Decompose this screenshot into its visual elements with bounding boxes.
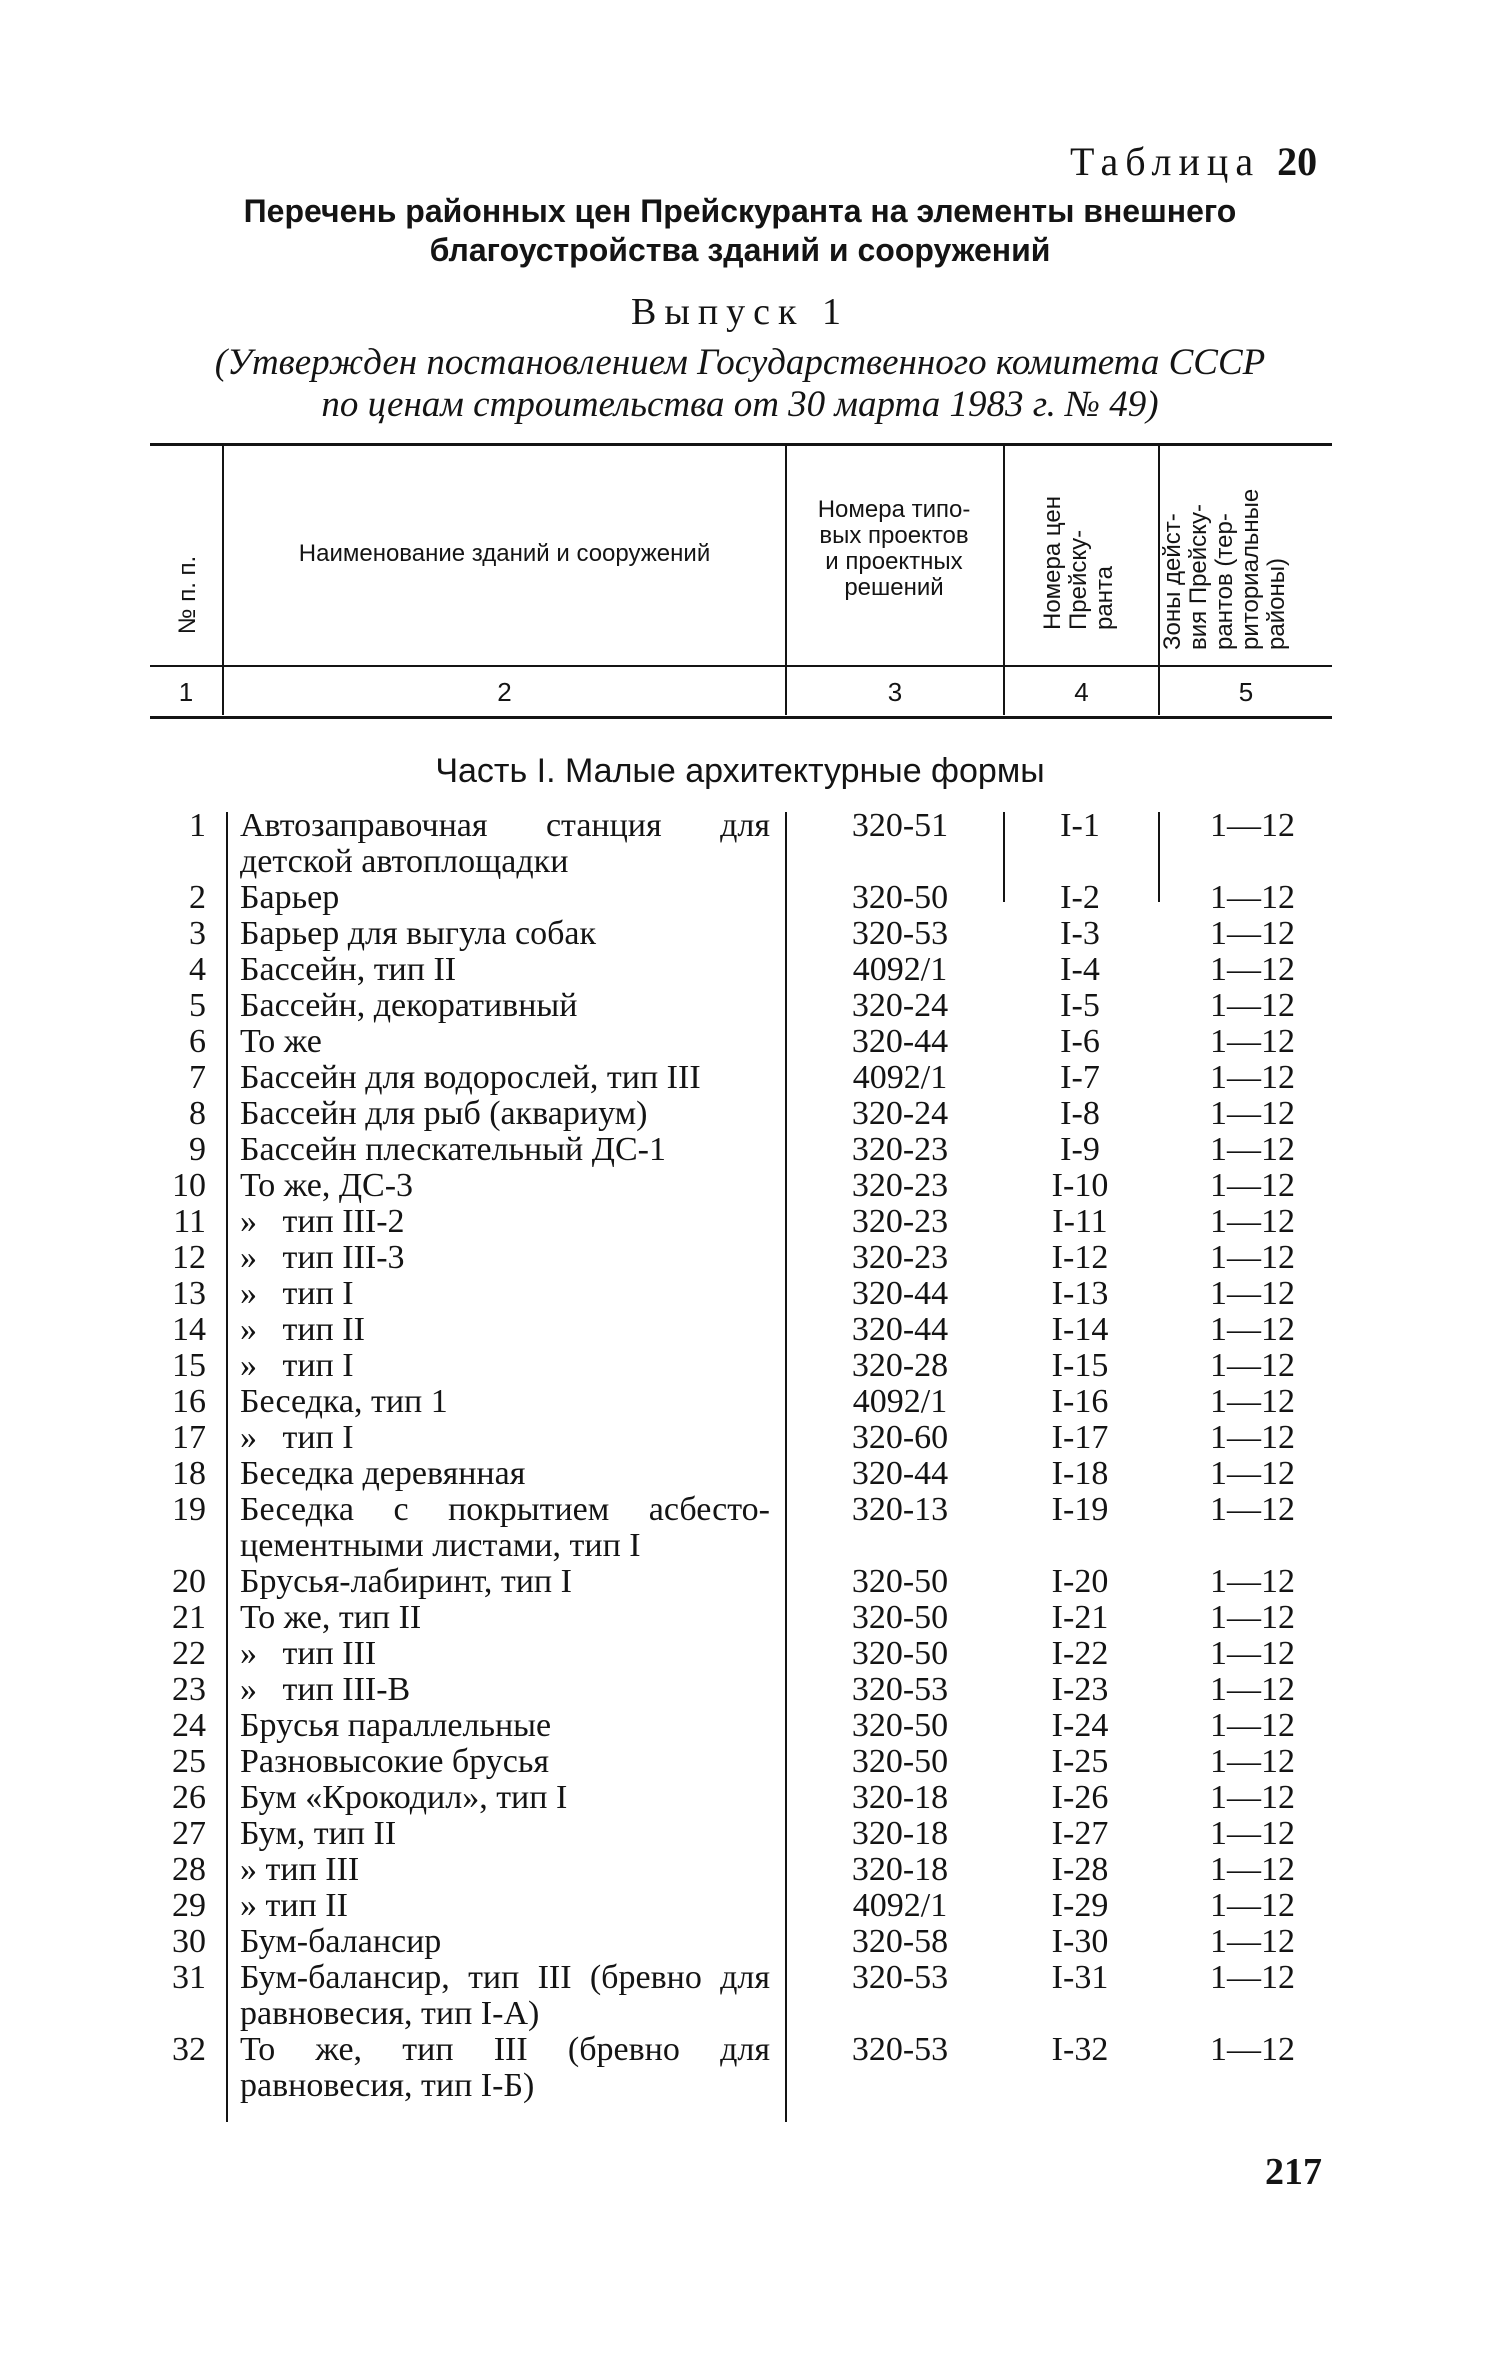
row-price-number: I-23 [1051,1671,1109,1708]
row-name: Автозаправочная станция для детской автоплощадки [240,807,779,880]
row-number: 26 [172,1779,206,1816]
row-price-number: I-16 [1051,1383,1109,1420]
row-zones: 1—12 [1210,879,1295,916]
row-zones: 1—12 [1210,1383,1295,1420]
row-zones: 1—12 [1210,987,1295,1024]
table-row [0,1960,1510,2032]
table-row [0,1780,1510,1816]
row-price-number: I-19 [1051,1491,1109,1528]
table-row [0,1384,1510,1420]
section-title: Часть I. Малые архитектурные формы [435,752,1045,790]
table-row [0,988,1510,1024]
header-col-2-label: Наименование зданий и сооружений [298,540,711,567]
row-name: Беседка с покрытием асбесто-цементными листами, тип I [240,1491,770,1564]
row-zones: 1—12 [1210,1563,1295,1600]
approval-note-line-2: по ценам строительства от 30 марта 1983 г. № 49) [321,384,1159,425]
row-zones: 1—12 [1210,1347,1295,1384]
table-label-word: Таблица [1070,139,1261,184]
row-number: 29 [172,1887,206,1924]
row-name: Бум «Крокодил», тип I [240,1779,568,1816]
table-row [0,1708,1510,1744]
row-number: 24 [172,1707,206,1744]
row-name: » тип III-2 [240,1203,405,1240]
row-number: 27 [172,1815,206,1852]
row-name: То же, тип III (бревно для равновесия, тип I-Б) [240,2031,779,2104]
row-project-number: 320-44 [851,1275,949,1312]
table-row [0,1852,1510,1888]
row-zones: 1—12 [1210,915,1295,952]
row-project-number: 4092/1 [852,951,948,988]
row-number: 11 [173,1203,206,1240]
row-price-number: I-28 [1051,1851,1109,1888]
row-zones: 1—12 [1210,1095,1295,1132]
row-number: 20 [172,1563,206,1600]
table-row [0,1060,1510,1096]
row-name: Барьер для выгула собак [240,915,597,952]
row-name: Брусья-лабиринт, тип I [240,1563,572,1600]
row-project-number: 320-53 [851,1959,949,1996]
row-project-number: 320-24 [851,987,949,1024]
row-zones: 1—12 [1210,1239,1295,1276]
row-project-number: 320-44 [851,1311,949,1348]
row-name: » тип III-В [240,1671,411,1708]
table-label [1070,138,1317,185]
table-row [0,1096,1510,1132]
table-row [0,1888,1510,1924]
table-row [0,1744,1510,1780]
row-project-number: 320-50 [851,1599,949,1636]
row-project-number: 4092/1 [852,1887,948,1924]
row-project-number: 320-23 [851,1203,949,1240]
row-number: 21 [172,1599,206,1636]
table-row [0,1924,1510,1960]
row-project-number: 320-53 [851,2031,949,2068]
row-number: 31 [172,1959,206,1996]
row-price-number: I-17 [1051,1419,1109,1456]
row-price-number: I-13 [1051,1275,1109,1312]
row-zones: 1—12 [1210,1167,1295,1204]
row-price-number: I-10 [1051,1167,1109,1204]
row-project-number: 320-44 [851,1455,949,1492]
row-number: 28 [172,1851,206,1888]
row-number: 32 [172,2031,206,2068]
column-number-4: 4 [1074,677,1089,707]
row-price-number: I-20 [1051,1563,1109,1600]
row-name: Бассейн, декоративный [240,987,578,1024]
row-price-number: I-24 [1051,1707,1109,1744]
row-name: Беседка, тип 1 [240,1383,448,1420]
row-zones: 1—12 [1210,807,1295,844]
row-number: 3 [189,915,206,952]
column-number-2: 2 [497,677,512,707]
row-zones: 1—12 [1210,1707,1295,1744]
table-row [0,1564,1510,1600]
row-zones: 1—12 [1210,1059,1295,1096]
row-number: 10 [172,1167,206,1204]
table-row [0,2032,1510,2104]
row-project-number: 320-50 [851,1707,949,1744]
row-name: » тип II [240,1311,365,1348]
table-row [0,1672,1510,1708]
row-zones: 1—12 [1210,1311,1295,1348]
row-zones: 1—12 [1210,1419,1295,1456]
row-project-number: 320-23 [851,1167,949,1204]
row-project-number: 320-51 [851,807,949,844]
table-row [0,1348,1510,1384]
row-zones: 1—12 [1210,951,1295,988]
row-price-number: I-15 [1051,1347,1109,1384]
row-zones: 1—12 [1210,1923,1295,1960]
row-name: » тип I [240,1347,354,1384]
row-number: 18 [172,1455,206,1492]
row-number: 1 [189,807,206,844]
row-number: 6 [189,1023,206,1060]
header-col-3-line: и проектных [825,548,963,575]
table-row [0,1420,1510,1456]
row-name: Разновысокие брусья [240,1743,550,1780]
table-row [0,1276,1510,1312]
row-price-number: I-21 [1051,1599,1109,1636]
row-name: То же, тип II [240,1599,422,1636]
row-name: То же [240,1023,322,1060]
row-name: Бум-балансир, тип III (бревно для равновесия, тип I-А) [240,1959,779,2032]
row-project-number: 320-23 [851,1131,949,1168]
header-divider-3 [1003,445,1005,715]
row-zones: 1—12 [1210,1743,1295,1780]
row-number: 7 [189,1059,206,1096]
row-project-number: 4092/1 [852,1383,948,1420]
table-row [0,880,1510,916]
row-number: 25 [172,1743,206,1780]
header-divider-1 [222,445,224,715]
column-number-3: 3 [887,677,903,707]
table-row [0,1492,1510,1564]
issue-label: Выпуск 1 [630,291,850,333]
table-title-line-1: Перечень районных цен Прейскуранта на элементы внешнего [243,193,1237,229]
row-name: Беседка деревянная [240,1455,526,1492]
row-number: 2 [189,879,206,916]
row-project-number: 320-53 [851,1671,949,1708]
table-row [0,808,1510,880]
header-col-5-label: Зоны дейст- вия Прейску- рантов (тер- риториальные районы) [1159,488,1290,650]
column-number-5: 5 [1238,677,1254,707]
row-price-number: I-31 [1051,1959,1109,1996]
row-zones: 1—12 [1210,2031,1295,2068]
row-zones: 1—12 [1210,1671,1295,1708]
row-number: 4 [189,951,206,988]
row-project-number: 320-53 [851,915,949,952]
row-price-number: I-3 [1060,915,1100,952]
header-col-3-label [790,497,998,601]
page-number: 217 [1265,2151,1322,2193]
row-price-number: I-2 [1060,879,1100,916]
approval-note-line-1: (Утвержден постановлением Государственного комитета СССР [214,342,1266,383]
row-price-number: I-9 [1060,1131,1100,1168]
row-name: » тип III [240,1635,377,1672]
header-divider-2 [785,445,787,715]
table-row [0,1204,1510,1240]
table-row [0,1132,1510,1168]
row-price-number: I-8 [1060,1095,1100,1132]
column-number-1: 1 [178,677,194,707]
header-col-3-line: вых проектов [819,522,969,549]
row-name: То же, ДС-3 [240,1167,414,1204]
row-name: Бассейн для водорослей, тип III [240,1059,701,1096]
row-price-number: I-12 [1051,1239,1109,1276]
row-project-number: 320-50 [851,1635,949,1672]
row-price-number: I-22 [1051,1635,1109,1672]
column-numbers-rule [150,716,1332,719]
row-zones: 1—12 [1210,1815,1295,1852]
row-zones: 1—12 [1210,1959,1295,1996]
row-project-number: 320-23 [851,1239,949,1276]
row-number: 5 [189,987,206,1024]
table-row [0,1024,1510,1060]
row-number: 19 [172,1491,206,1528]
row-name: » тип II [240,1887,348,1924]
row-zones: 1—12 [1210,1779,1295,1816]
header-col-1-label: № п. п. [174,555,201,635]
header-bottom-rule [150,665,1332,667]
table-number: 20 [1277,139,1318,184]
row-name: » тип III-3 [240,1239,405,1276]
row-price-number: I-29 [1051,1887,1109,1924]
row-number: 17 [172,1419,206,1456]
row-price-number: I-30 [1051,1923,1109,1960]
row-price-number: I-32 [1051,2031,1109,2068]
table-row [0,916,1510,952]
row-project-number: 320-18 [851,1779,949,1816]
row-zones: 1—12 [1210,1599,1295,1636]
row-name: Бассейн плескательный ДС-1 [240,1131,666,1168]
row-price-number: I-5 [1060,987,1100,1024]
row-project-number: 320-50 [851,879,949,916]
row-project-number: 320-28 [851,1347,949,1384]
row-price-number: I-18 [1051,1455,1109,1492]
table-row [0,1456,1510,1492]
row-name: Барьер [240,879,340,916]
row-zones: 1—12 [1210,1491,1295,1528]
row-project-number: 320-18 [851,1851,949,1888]
row-zones: 1—12 [1210,1887,1295,1924]
table-row [0,1240,1510,1276]
row-project-number: 320-60 [851,1419,949,1456]
row-price-number: I-25 [1051,1743,1109,1780]
row-price-number: I-6 [1060,1023,1100,1060]
row-name: » тип I [240,1275,354,1312]
row-project-number: 320-50 [851,1743,949,1780]
row-name: Брусья параллельные [240,1707,552,1744]
row-number: 22 [172,1635,206,1672]
table-row [0,1600,1510,1636]
row-project-number: 320-18 [851,1815,949,1852]
row-zones: 1—12 [1210,1203,1295,1240]
row-price-number: I-26 [1051,1779,1109,1816]
row-price-number: I-7 [1060,1059,1100,1096]
row-project-number: 320-24 [851,1095,949,1132]
table-row [0,952,1510,988]
row-price-number: I-4 [1060,951,1100,988]
table-row [0,1636,1510,1672]
row-zones: 1—12 [1210,1023,1295,1060]
row-zones: 1—12 [1210,1851,1295,1888]
row-zones: 1—12 [1210,1635,1295,1672]
row-project-number: 320-58 [851,1923,949,1960]
row-price-number: I-27 [1051,1815,1109,1852]
row-zones: 1—12 [1210,1131,1295,1168]
header-col-4-label: Номера цен Прейску- ранта [1039,496,1118,630]
row-name: Бум-балансир [240,1923,442,1960]
table-row [0,1312,1510,1348]
row-number: 23 [172,1671,206,1708]
header-col-3-line: Номера типо- [817,496,971,523]
row-price-number: I-1 [1060,807,1100,844]
row-number: 30 [172,1923,206,1960]
row-number: 16 [172,1383,206,1420]
row-name: Бум, тип II [240,1815,397,1852]
row-number: 13 [172,1275,206,1312]
row-number: 15 [172,1347,206,1384]
table-row [0,1168,1510,1204]
row-number: 9 [189,1131,206,1168]
row-project-number: 320-44 [851,1023,949,1060]
row-number: 14 [172,1311,206,1348]
table-row [0,1816,1510,1852]
row-name: » тип III [240,1851,360,1888]
table-title-line-2: благоустройства зданий и сооружений [429,232,1051,268]
row-name: » тип I [240,1419,354,1456]
row-price-number: I-11 [1052,1203,1108,1240]
row-zones: 1—12 [1210,1455,1295,1492]
header-col-3-line: решений [844,574,944,601]
row-price-number: I-14 [1051,1311,1109,1348]
row-number: 8 [189,1095,206,1132]
row-project-number: 320-50 [851,1563,949,1600]
row-name: Бассейн, тип II [240,951,457,988]
table-top-rule [150,443,1332,446]
row-name: Бассейн для рыб (аквариум) [240,1095,648,1132]
row-zones: 1—12 [1210,1275,1295,1312]
row-number: 12 [172,1239,206,1276]
row-project-number: 4092/1 [852,1059,948,1096]
row-project-number: 320-13 [851,1491,949,1528]
